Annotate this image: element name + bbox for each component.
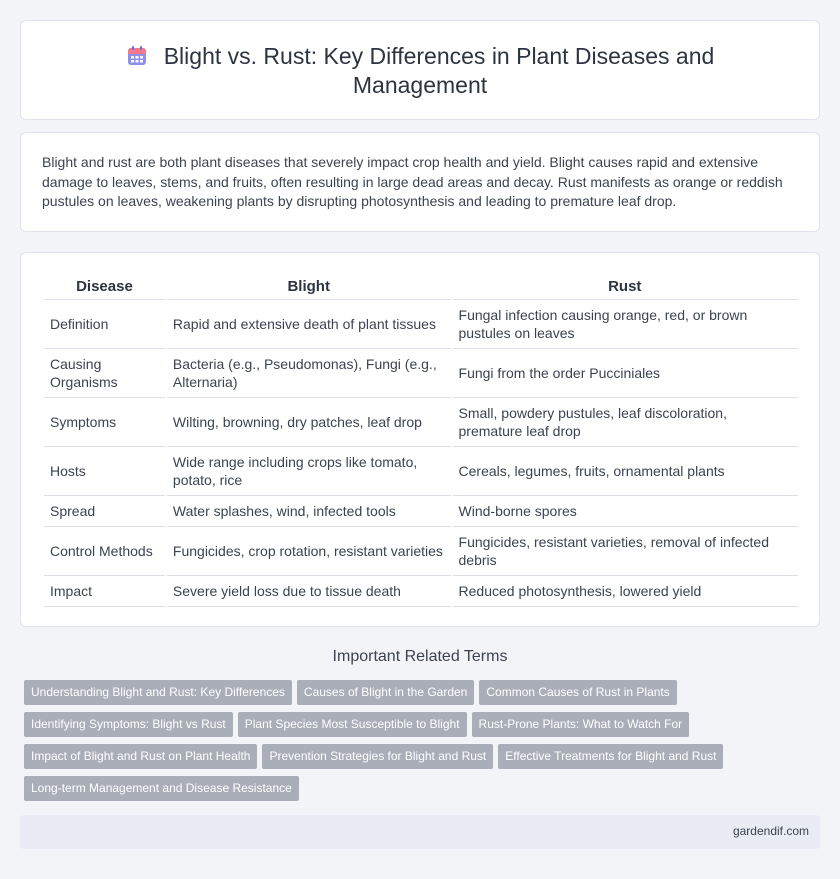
- tag-row: [24, 680, 744, 712]
- related-tag[interactable]: Long-term Management and Disease Resistance: [24, 776, 299, 801]
- table-row: [43, 348, 798, 397]
- row-label: Symptoms: [43, 397, 166, 446]
- row-label: Hosts: [43, 446, 166, 495]
- header-card: [20, 20, 820, 120]
- comparison-table: [42, 275, 798, 607]
- table-row: [43, 495, 798, 526]
- rust-cell: Small, powdery pustules, leaf discoloration, premature leaf drop: [452, 397, 798, 446]
- column-header-disease: Disease: [43, 275, 166, 299]
- blight-cell: Severe yield loss due to tissue death: [166, 575, 452, 606]
- comparison-table-card: [20, 252, 820, 627]
- footer-site-link[interactable]: gardendif.com: [732, 824, 809, 838]
- related-tag[interactable]: Rust-Prone Plants: What to Watch For: [472, 712, 690, 737]
- table-row: [43, 397, 798, 446]
- related-tag[interactable]: Plant Species Most Susceptible to Blight: [238, 712, 467, 737]
- table-row: [43, 526, 798, 575]
- related-tag[interactable]: Identifying Symptoms: Blight vs Rust: [24, 712, 233, 737]
- rust-cell: Fungal infection causing orange, red, or brown pustules on leaves: [452, 299, 798, 348]
- column-header-blight: Blight: [166, 275, 452, 299]
- blight-cell: Fungicides, crop rotation, resistant varieties: [166, 526, 452, 575]
- row-label: Definition: [43, 299, 166, 348]
- blight-cell: Wilting, browning, dry patches, leaf drop: [166, 397, 452, 446]
- table-row: [43, 299, 798, 348]
- related-terms-title: Important Related Terms: [332, 648, 508, 665]
- related-terms-tags: [24, 680, 744, 808]
- tag-row: [24, 712, 744, 744]
- related-tag[interactable]: Prevention Strategies for Blight and Rust: [262, 744, 493, 769]
- page-title: Blight vs. Rust: Key Differences in Plant Diseases and Management: [163, 43, 715, 98]
- table-row: [43, 575, 798, 606]
- tag-row: [24, 776, 744, 808]
- row-label: Spread: [43, 495, 166, 526]
- page-title-wrap: [61, 42, 779, 100]
- blight-cell: Bacteria (e.g., Pseudomonas), Fungi (e.g., Alternaria): [166, 348, 452, 397]
- tag-row: [24, 744, 744, 776]
- blight-cell: Water splashes, wind, infected tools: [166, 495, 452, 526]
- table-header-row: [43, 275, 798, 299]
- intro-card: [20, 132, 820, 232]
- related-tag[interactable]: Effective Treatments for Blight and Rust: [498, 744, 723, 769]
- rust-cell: Fungi from the order Pucciniales: [452, 348, 798, 397]
- related-tag[interactable]: Common Causes of Rust in Plants: [479, 680, 676, 705]
- rust-cell: Reduced photosynthesis, lowered yield: [452, 575, 798, 606]
- table-row: [43, 446, 798, 495]
- related-tag[interactable]: Understanding Blight and Rust: Key Differences: [24, 680, 292, 705]
- blight-cell: Rapid and extensive death of plant tissues: [166, 299, 452, 348]
- footer: [20, 815, 820, 849]
- row-label: Causing Organisms: [43, 348, 166, 397]
- related-tag[interactable]: Causes of Blight in the Garden: [297, 680, 474, 705]
- rust-cell: Fungicides, resistant varieties, removal of infected debris: [452, 526, 798, 575]
- rust-cell: Cereals, legumes, fruits, ornamental plants: [452, 446, 798, 495]
- row-label: Impact: [43, 575, 166, 606]
- related-tag[interactable]: Impact of Blight and Rust on Plant Health: [24, 744, 257, 769]
- intro-text: Blight and rust are both plant diseases that severely impact crop health and yield. Blight causes rapid and extensive damage to leaves, stems, and fruits, often resulting in large dead areas and decay. Rust manifests as orange or reddish pustules on leaves, weakening plants by disrupting photosynthesis and leading to premature leaf drop.: [42, 154, 783, 209]
- calendar-icon: [126, 45, 148, 67]
- rust-cell: Wind-borne spores: [452, 495, 798, 526]
- blight-cell: Wide range including crops like tomato, potato, rice: [166, 446, 452, 495]
- column-header-rust: Rust: [452, 275, 798, 299]
- row-label: Control Methods: [43, 526, 166, 575]
